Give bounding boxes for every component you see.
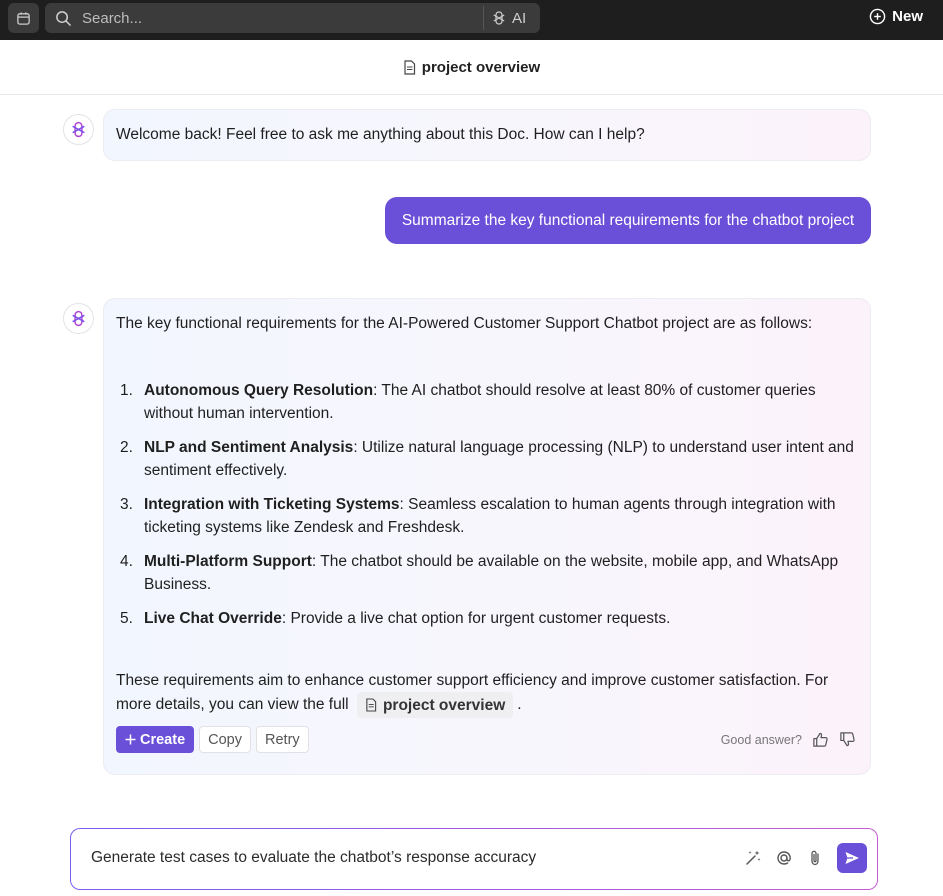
answer-outro bbox=[116, 669, 856, 718]
top-bar bbox=[0, 0, 943, 40]
requirement-title: NLP and Sentiment Analysis bbox=[144, 439, 354, 456]
requirement-text: : Utilize natural language processing (NLP) to understand user intent and sentiment effectively. bbox=[144, 439, 854, 479]
copy-label: Copy bbox=[208, 731, 242, 748]
feedback bbox=[721, 731, 856, 748]
outro-end: . bbox=[517, 696, 522, 714]
list-number: 1. bbox=[120, 382, 133, 399]
search-divider bbox=[483, 6, 484, 30]
user-message-text: Summarize the key functional requirements for the chatbot project bbox=[401, 211, 855, 229]
list-item bbox=[116, 379, 856, 425]
requirement-text: : The chatbot should be available on the website, mobile app, and WhatsApp Business. bbox=[144, 553, 839, 593]
list-number: 2. bbox=[120, 439, 133, 456]
mention-icon[interactable] bbox=[775, 849, 793, 867]
answer-intro: The key functional requirements for the AI-Powered Customer Support Chatbot project are as follows: bbox=[116, 315, 813, 332]
composer-inner bbox=[71, 829, 877, 889]
doc-link-chip[interactable] bbox=[357, 692, 513, 718]
list-item bbox=[116, 607, 856, 630]
calendar-icon bbox=[16, 11, 31, 26]
create-label: Create bbox=[140, 731, 186, 748]
send-button[interactable] bbox=[837, 843, 867, 873]
composer-toolbar bbox=[744, 843, 867, 873]
retry-button[interactable] bbox=[256, 726, 309, 753]
doc-link-label: project overview bbox=[382, 696, 506, 714]
message-input[interactable]: Generate test cases to evaluate the chatbot’s response accuracy bbox=[91, 849, 537, 866]
plus-circle-icon bbox=[869, 8, 886, 25]
ai-brain-icon bbox=[70, 121, 87, 138]
search-bar[interactable] bbox=[45, 3, 540, 33]
search-input[interactable]: Search... bbox=[82, 10, 143, 27]
retry-label: Retry bbox=[265, 731, 300, 748]
ai-brain-icon bbox=[491, 10, 507, 26]
requirement-text: : Seamless escalation to human agents through integration with ticketing systems like Zendesk and Freshdesk. bbox=[144, 496, 836, 536]
list-number: 5. bbox=[120, 610, 133, 627]
document-icon bbox=[365, 698, 377, 712]
answer-actions bbox=[116, 726, 309, 753]
magic-wand-icon[interactable] bbox=[744, 849, 762, 867]
requirement-title: Autonomous Query Resolution bbox=[144, 382, 374, 399]
new-button[interactable] bbox=[869, 8, 923, 25]
ai-button[interactable] bbox=[491, 7, 526, 29]
doc-header bbox=[0, 40, 943, 95]
paperclip-icon[interactable] bbox=[806, 849, 824, 867]
new-label: New bbox=[892, 8, 923, 25]
doc-title[interactable]: project overview bbox=[421, 58, 541, 76]
ai-label: AI bbox=[512, 9, 527, 27]
list-item bbox=[116, 550, 856, 596]
welcome-message bbox=[103, 109, 871, 161]
send-icon bbox=[844, 850, 860, 866]
ai-answer bbox=[103, 298, 871, 775]
document-icon bbox=[403, 60, 416, 75]
plus-icon bbox=[125, 734, 136, 745]
requirement-title: Multi-Platform Support bbox=[144, 553, 312, 570]
chat-composer bbox=[70, 828, 878, 890]
search-icon bbox=[55, 10, 72, 27]
ai-avatar bbox=[63, 303, 94, 334]
outro-text: These requirements aim to enhance customer support efficiency and improve customer satisfaction. For more details, you can view the full bbox=[116, 672, 829, 714]
ai-avatar bbox=[63, 114, 94, 145]
list-item bbox=[116, 436, 856, 482]
user-message bbox=[385, 197, 871, 244]
requirement-text: : The AI chatbot should resolve at least 80% of customer queries without human intervention. bbox=[144, 382, 816, 422]
calendar-button[interactable] bbox=[8, 3, 39, 33]
create-button[interactable] bbox=[116, 726, 194, 753]
requirement-title: Live Chat Override bbox=[144, 610, 282, 627]
ai-brain-icon bbox=[70, 310, 87, 327]
copy-button[interactable] bbox=[199, 726, 251, 753]
feedback-prompt: Good answer? bbox=[720, 732, 802, 747]
thumbs-up-icon[interactable] bbox=[812, 731, 829, 748]
list-item bbox=[116, 493, 856, 539]
welcome-text: Welcome back! Feel free to ask me anything about this Doc. How can I help? bbox=[116, 126, 645, 143]
list-number: 3. bbox=[120, 496, 133, 513]
thumbs-down-icon[interactable] bbox=[839, 731, 856, 748]
requirement-text: : Provide a live chat option for urgent customer requests. bbox=[281, 610, 671, 627]
requirements-list bbox=[116, 379, 856, 641]
list-number: 4. bbox=[120, 553, 133, 570]
requirement-title: Integration with Ticketing Systems bbox=[144, 496, 400, 513]
